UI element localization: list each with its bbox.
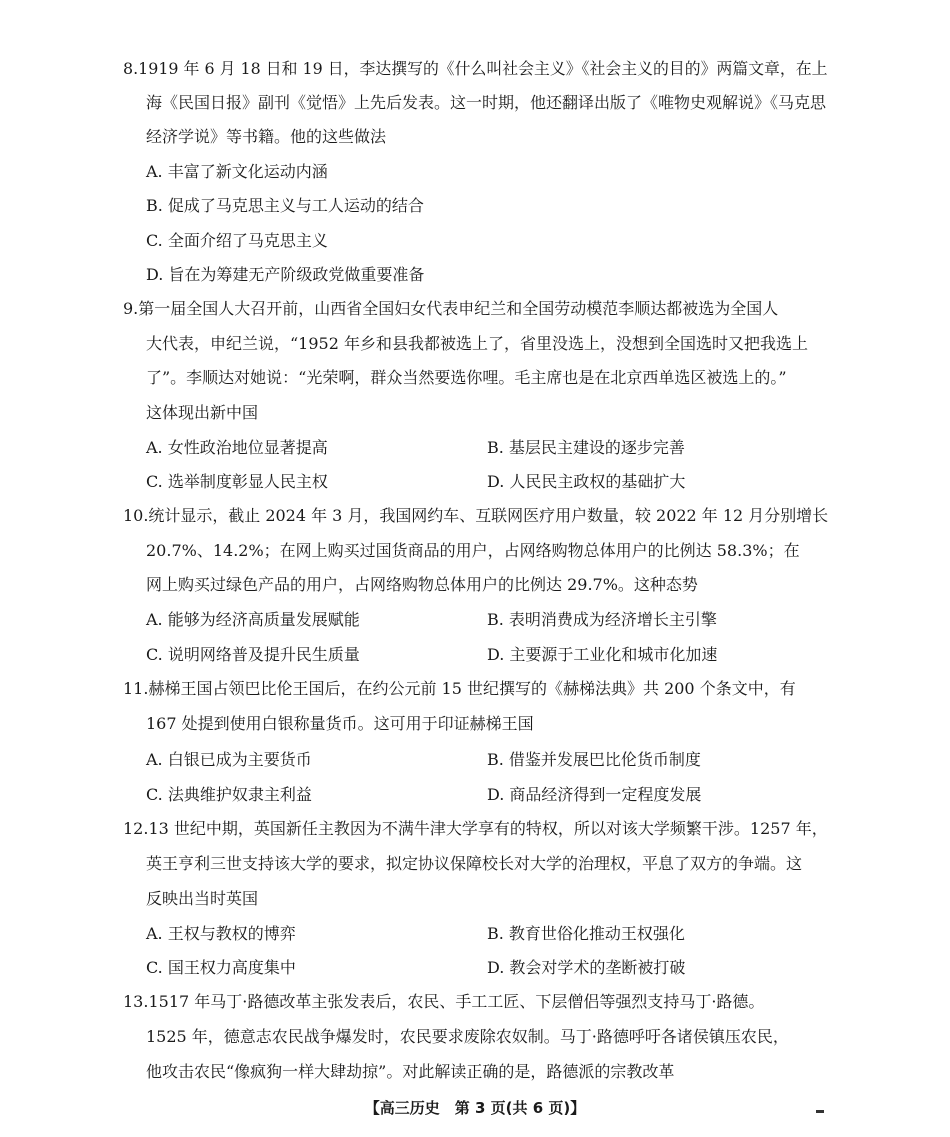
q12-option-b: B. 教育世俗化推动王权强化	[487, 924, 685, 943]
q10-stem-line-2: 20.7%、14.2%；在网上购买过国货商品的用户，占网络购物总体用户的比例达 58.3%；在	[146, 541, 800, 560]
q8-option-b: B. 促成了马克思主义与工人运动的结合	[146, 196, 424, 215]
q8-stem-line-3: 经济学说》等书籍。他的这些做法	[146, 127, 387, 146]
q8-stem-line-1: 8.1919 年 6 月 18 日和 19 日，李达撰写的《什么叫社会主义》《社会主义的目的》两篇文章，在上	[123, 59, 828, 78]
q9-stem-line-1: 9.第一届全国人大召开前，山西省全国妇女代表申纪兰和全国劳动模范李顺达都被选为全国人	[123, 299, 779, 318]
page-footer: 【高三历史 第 3 页(共 6 页)】	[364, 1099, 586, 1117]
q11-stem-line-1: 11.赫梯王国占领巴比伦王国后，在约公元前 15 世纪撰写的《赫梯法典》共 200 个条文中，有	[123, 679, 796, 698]
q11-option-d: D. 商品经济得到一定程度发展	[487, 785, 702, 804]
q11-option-c: C. 法典维护奴隶主利益	[146, 785, 312, 804]
q8-stem-line-2: 海《民国日报》副刊《觉悟》上先后发表。这一时期，他还翻译出版了《唯物史观解说》《马克思	[146, 93, 827, 112]
q10-option-a: A. 能够为经济高质量发展赋能	[146, 610, 360, 629]
q11-option-b: B. 借鉴并发展巴比伦货币制度	[487, 750, 701, 769]
corner-mark	[816, 1110, 824, 1113]
q12-stem-line-2: 英王亨利三世支持该大学的要求，拟定协议保障校长对大学的治理权，平息了双方的争端。这	[146, 854, 803, 873]
q9-option-b: B. 基层民主建设的逐步完善	[487, 438, 685, 457]
q9-stem-line-2: 大代表，申纪兰说，“1952 年乡和县我都被选上了，省里没选上，没想到全国选时又把我选上	[146, 334, 808, 353]
q12-option-c: C. 国王权力高度集中	[146, 958, 296, 977]
q10-option-d: D. 主要源于工业化和城市化加速	[487, 645, 718, 664]
q9-option-c: C. 选举制度彰显人民主权	[146, 472, 328, 491]
q13-stem-line-1: 13.1517 年马丁·路德改革主张发表后，农民、手工工匠、下层僧侣等强烈支持马丁·路德。	[123, 992, 765, 1011]
q10-option-c: C. 说明网络普及提升民生质量	[146, 645, 360, 664]
q9-stem-line-4: 这体现出新中国	[146, 403, 259, 422]
q12-option-a: A. 王权与教权的博弈	[146, 924, 296, 943]
q9-option-a: A. 女性政治地位显著提高	[146, 438, 328, 457]
q8-option-a: A. 丰富了新文化运动内涵	[146, 162, 328, 181]
q8-option-d: D. 旨在为筹建无产阶级政党做重要准备	[146, 265, 425, 284]
q13-stem-line-3: 他攻击农民“像疯狗一样大肆劫掠”。对此解读正确的是，路德派的宗教改革	[146, 1062, 675, 1081]
q10-stem-line-1: 10.统计显示，截止 2024 年 3 月，我国网约车、互联网医疗用户数量，较 2022 年 12 月分别增长	[123, 506, 829, 525]
q12-option-d: D. 教会对学术的垄断被打破	[487, 958, 686, 977]
q9-option-d: D. 人民民主政权的基础扩大	[487, 472, 686, 491]
q9-stem-line-3: 了”。李顺达对她说：“光荣啊，群众当然要选你哩。毛主席也是在北京西单选区被选上的。”	[146, 368, 787, 387]
q10-option-b: B. 表明消费成为经济增长主引擎	[487, 610, 717, 629]
q8-option-c: C. 全面介绍了马克思主义	[146, 231, 328, 250]
q13-stem-line-2: 1525 年，德意志农民战争爆发时，农民要求废除农奴制。马丁·路德呼吁各诸侯镇压农民，	[146, 1027, 789, 1046]
q11-option-a: A. 白银已成为主要货币	[146, 750, 312, 769]
q11-stem-line-2: 167 处提到使用白银称量货币。这可用于印证赫梯王国	[146, 714, 534, 733]
q12-stem-line-3: 反映出当时英国	[146, 889, 259, 908]
q10-stem-line-3: 网上购买过绿色产品的用户，占网络购物总体用户的比例达 29.7%。这种态势	[146, 575, 698, 594]
q12-stem-line-1: 12.13 世纪中期，英国新任主教因为不满牛津大学享有的特权，所以对该大学频繁干涉。1257 年，	[123, 819, 828, 838]
